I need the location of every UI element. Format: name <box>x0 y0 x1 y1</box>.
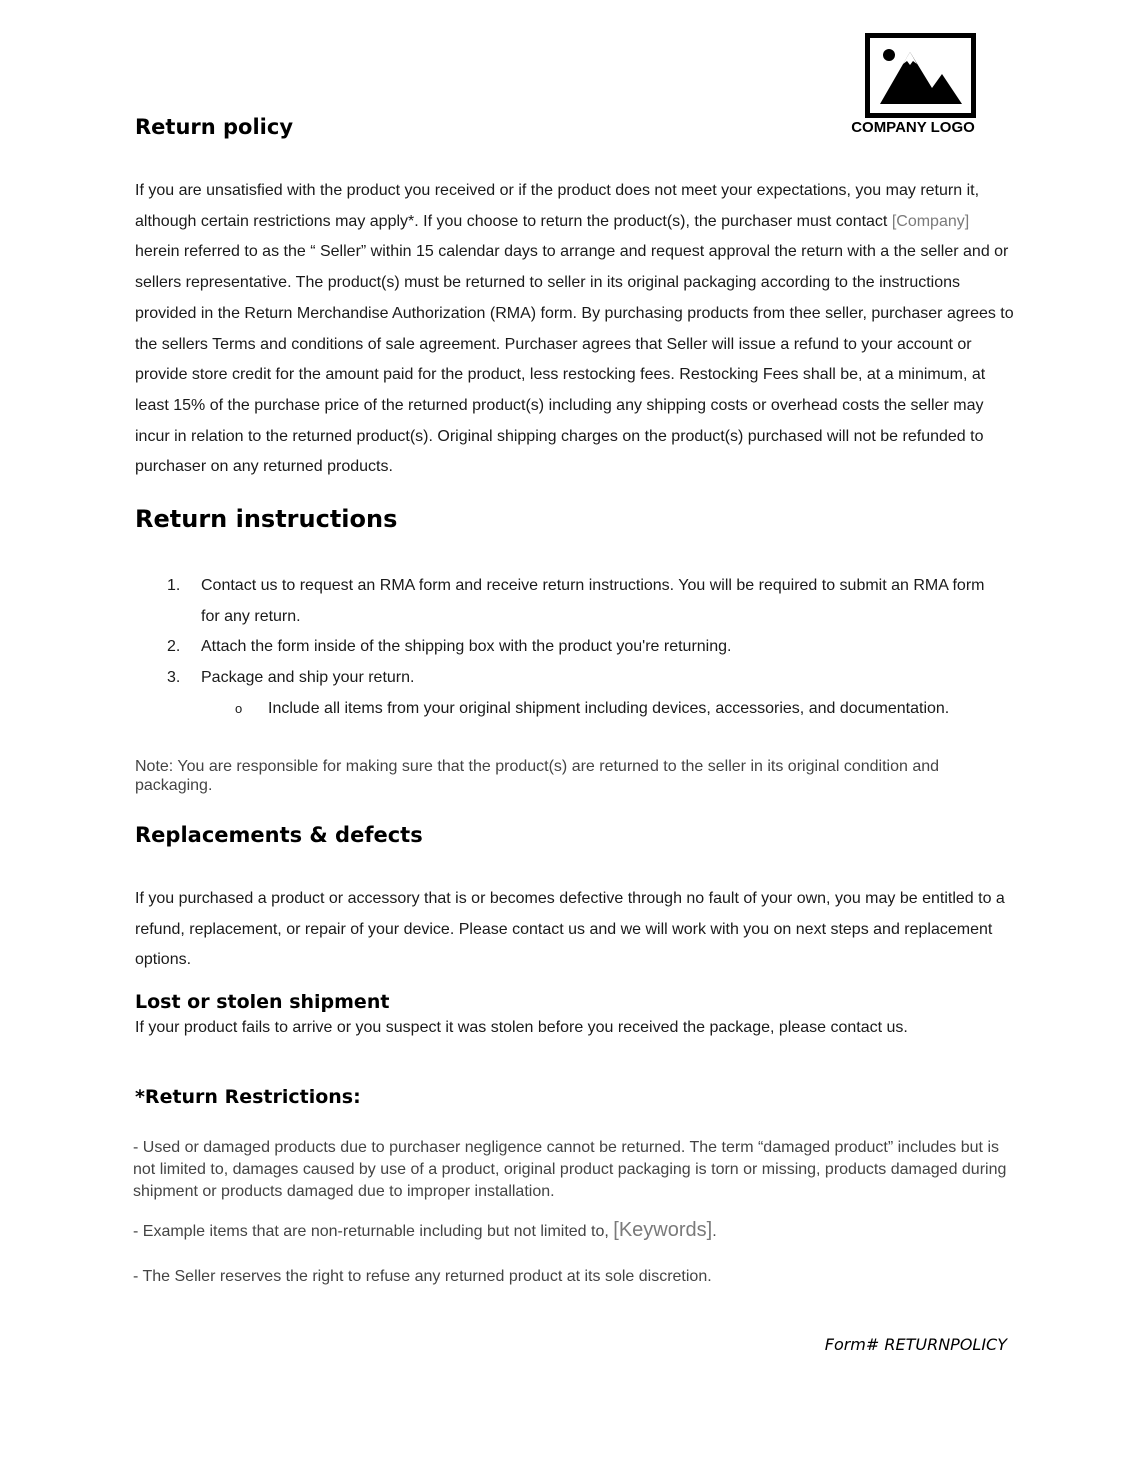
return-steps-list <box>135 571 1005 725</box>
return-note: Note: You are responsible for making sure that the product(s) are returned to the seller in its original condition and packaging. <box>135 758 940 794</box>
return-policy-heading: Return policy <box>135 115 294 139</box>
sub-bullet: o <box>235 700 243 716</box>
lost-shipment-heading: Lost or stolen shipment <box>135 991 390 1013</box>
company-logo <box>865 33 976 118</box>
return-policy-rest: herein referred to as the “ Seller” within 15 calendar days to arrange and request approval the return with a the seller and or sellers representative. The product(s) must be returned to seller in its original packaging according to the instructions provided in the Return Merchandise Authorization (RMA) form. By purchasing products from thee seller, purchaser agrees to the sellers Terms and conditions of sale agreement. Purchaser agrees that Seller will issue a refund to your account or provide store credit for the amount paid for the product, less restocking fees. Restocking Fees shall be, at a minimum, at least 15% of the purchase price of the returned product(s) including any shipping costs or overhead costs the seller may incur in relation to the returned product(s). Original shipping charges on the product(s) purchased will not be refunded to purchaser on any returned products. <box>135 243 1014 476</box>
return-restrictions-heading: *Return Restrictions: <box>135 1086 361 1108</box>
list-item: 3. Package and ship your return. <box>167 669 415 687</box>
restriction-item-3: - The Seller reserves the right to refuse any returned product at its sole discretion. <box>133 1268 712 1285</box>
restriction-item-1: - Used or damaged products due to purchaser negligence cannot be returned. The term “damaged product” includes but is not limited to, damages caused by use of a product, original product packaging is torn or missing, products damaged during shipment or products damaged due to improper installation. <box>133 1139 1007 1200</box>
return-instructions-heading: Return instructions <box>135 505 398 533</box>
return-policy-paragraph <box>135 176 1015 483</box>
keywords-placeholder: [Keywords] <box>613 1219 713 1241</box>
return-policy-intro: If you are unsatisfied with the product you received or if the product does not meet your expectations, you may return it, although certain restrictions may apply*. If you choose to return the product(s), the purchaser must contact <box>135 182 980 230</box>
replacements-paragraph: If you purchased a product or accessory that is or becomes defective through no fault of your own, you may be entitled to a refund, replacement, or repair of your device. Please contact us and we will work with you on next steps and replacement options. <box>135 890 1005 969</box>
sub-list-item: o Include all items from your original shipment including devices, accessories, and documentation. <box>135 694 1005 725</box>
restriction-item-2: - Example items that are non-returnable including but not limited to, [Keywords]. <box>133 1219 717 1241</box>
company-logo-label: COMPANY LOGO <box>851 119 975 136</box>
lost-shipment-paragraph: If your product fails to arrive or you suspect it was stolen before you received the package, please contact us. <box>135 1019 908 1036</box>
replacements-heading: Replacements & defects <box>135 823 423 847</box>
list-item: 1. Contact us to request an RMA form and receive return instructions. You will be required to submit an RMA form for any return. <box>167 577 985 625</box>
list-item: 2. Attach the form inside of the shipping box with the product you're returning. <box>167 638 732 656</box>
form-number: Form# RETURNPOLICY <box>824 1335 1007 1354</box>
company-placeholder: [Company] <box>891 212 970 230</box>
mountain-image-icon <box>870 38 971 113</box>
